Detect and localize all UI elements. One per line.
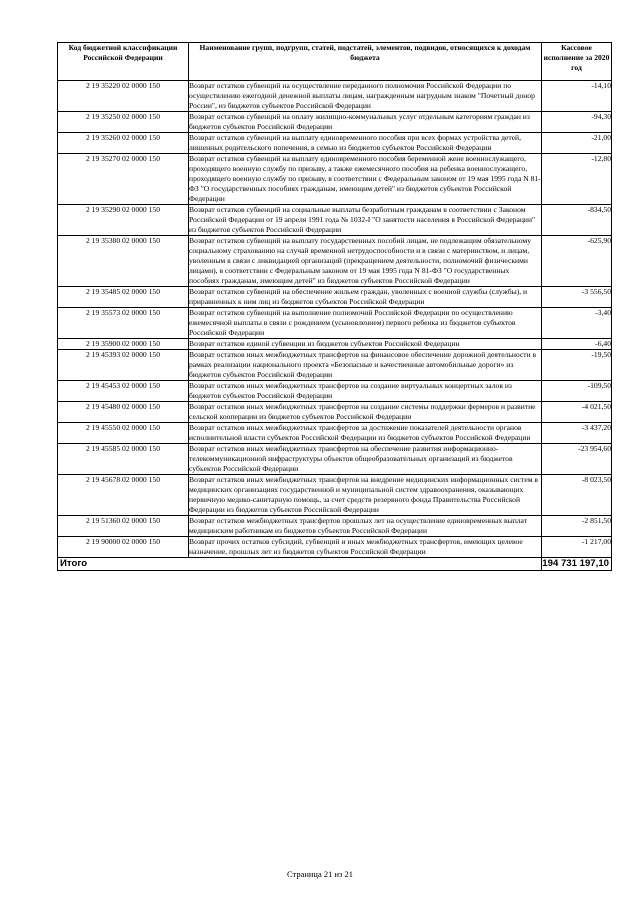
- row-code: 2 19 35485 02 0000 150: [58, 287, 189, 308]
- row-code: 2 19 35250 02 0000 150: [58, 112, 189, 133]
- table-row: [58, 423, 612, 444]
- row-amount: -19,50: [542, 350, 612, 381]
- row-code: 2 19 35573 02 0000 150: [58, 308, 189, 339]
- table-header-row: [58, 43, 612, 81]
- row-code: 2 19 35260 02 0000 150: [58, 133, 189, 154]
- total-row: [58, 558, 612, 571]
- row-name: Возврат остатков субвенций на выполнение полномочий Российской Федерации по осуществлению ежемесячной выплаты в связи с рождением (усыновлением) первого ребенка из бюджетов субъектов Российской Федерации: [189, 308, 542, 339]
- row-code: 2 19 35220 02 0000 150: [58, 81, 189, 112]
- row-code: 2 19 45453 02 0000 150: [58, 381, 189, 402]
- row-amount: -3 556,50: [542, 287, 612, 308]
- total-label: Итого: [58, 558, 542, 571]
- row-code: 2 19 45480 02 0000 150: [58, 402, 189, 423]
- table-row: [58, 350, 612, 381]
- table-row: [58, 444, 612, 475]
- table-row: [58, 475, 612, 516]
- row-code: 2 19 45393 02 0000 150: [58, 350, 189, 381]
- table-row: [58, 537, 612, 558]
- row-name: Возврат остатков единой субвенции из бюджетов субъектов Российской Федерации: [189, 339, 542, 350]
- table-row: [58, 381, 612, 402]
- table-body: [58, 81, 612, 558]
- row-name: Возврат остатков субвенций на оплату жилищно-коммунальных услуг отдельным категориям граждан из бюджетов субъектов Российской Федерации: [189, 112, 542, 133]
- row-amount: -1 217,00: [542, 537, 612, 558]
- row-name: Возврат остатков межбюджетных трансфертов прошлых лет на осуществление единовременных выплат медицинским работникам из бюджетов субъектов Российской Федерации: [189, 516, 542, 537]
- row-code: 2 19 45550 02 0000 150: [58, 423, 189, 444]
- table-row: [58, 402, 612, 423]
- row-name: Возврат остатков субвенций на выплату единовременного пособия беременной жене военнослужащего, проходящего военную службу по призыву, а также ежемесячного пособия на ребенка военнослужащего, проходящего военную службу по призыву, в соответствии с Федеральным законом от 19 мая 1995 года N 81-ФЗ "О государственных пособиях гражданам, имеющим детей" из бюджетов субъектов Российской Федерации: [189, 154, 541, 203]
- row-name: Возврат остатков субвенций на осуществление переданного полномочия Российской Федерации по осуществлению ежегодной денежной выплаты лицам, награжденным нагрудным знаком "Почетный донор России", из бюджетов субъектов Российской Федерации: [189, 81, 542, 112]
- row-amount: -3,40: [542, 308, 612, 339]
- table-row: [58, 81, 612, 112]
- row-amount: -109,50: [542, 381, 612, 402]
- row-amount: -4 021,50: [542, 402, 612, 423]
- table-row: [58, 236, 612, 287]
- row-amount: -94,30: [542, 112, 612, 133]
- row-amount: -21,00: [542, 133, 612, 154]
- row-code: 2 19 35290 02 0000 150: [58, 205, 189, 236]
- row-code: 2 19 51360 02 0000 150: [58, 516, 189, 537]
- row-amount: -6,40: [542, 339, 612, 350]
- table-row: [58, 339, 612, 350]
- row-code: 2 19 35270 02 0000 150: [58, 154, 189, 205]
- page-number: Страница 21 из 21: [286, 869, 354, 879]
- budget-revenue-table: [57, 42, 612, 571]
- table-row: [58, 112, 612, 133]
- row-code: 2 19 35900 02 0000 150: [58, 339, 189, 350]
- row-name: Возврат остатков субвенций на выплату государственных пособий лицам, не подлежащим обязательному социальному страхованию на случай временной нетрудоспособности и в связи с материнством, и лицам, уволенным в связи с ликвидацией организаций (прекращением деятельности, полномочий физическими лицами), в соответствии с Федеральным законом от 19 мая 1995 года N 81-ФЗ "О государственных пособиях гражданам, имеющим детей" из бюджетов субъектов Российской Федерации: [189, 236, 542, 287]
- table-row: [58, 308, 612, 339]
- row-name: Возврат остатков иных межбюджетных трансфертов на внедрение медицинских информационных систем в медицинских организациях государственной и муниципальной систем здравоохранения, оказывающих первичную медико-санитарную помощь, за счет средств резервного фонда Правительства Российской Федерации из бюджетов субъектов Российской Федерации: [189, 475, 542, 516]
- table-row: [58, 287, 612, 308]
- header-code: Код бюджетной классификации Российской Федерации: [58, 43, 189, 81]
- table-row: [58, 154, 612, 205]
- table-row: [58, 205, 612, 236]
- row-amount: -3 437,20: [542, 423, 612, 444]
- row-name: Возврат остатков иных межбюджетных трансфертов на финансовое обеспечение дорожной деятельности в рамках реализации национального проекта «Безопасные и качественные автомобильные дороги» из бюджетов субъектов Российской Федерации: [189, 350, 542, 381]
- row-code: 2 19 35380 02 0000 150: [58, 236, 189, 287]
- row-name: Возврат остатков субвенций на обеспечение жильем граждан, уволенных с военной службы (службы), и приравненных к ним лиц из бюджетов субъектов Российской Федерации: [189, 287, 542, 308]
- table-row: [58, 516, 612, 537]
- row-code: 2 19 45678 02 0000 150: [58, 475, 189, 516]
- row-amount: -8 023,50: [542, 475, 612, 516]
- header-amount: Кассовое исполнение за 2020 год: [542, 43, 612, 81]
- row-amount: -625,90: [542, 236, 612, 287]
- header-name: Наименование групп, подгрупп, статей, подстатей, элементов, подвидов, относящихся к доходам бюджета: [189, 43, 542, 81]
- row-code: 2 19 90000 02 0000 150: [58, 537, 189, 558]
- row-name: Возврат остатков иных межбюджетных трансфертов на обеспечение развития информационно-телекоммуникационной инфраструктуры объектов общеобразовательных организаций из бюджетов субъектов Российской Федерации: [189, 444, 542, 475]
- table-row: [58, 133, 612, 154]
- total-amount: 194 731 197,10: [542, 558, 612, 571]
- row-amount: -2 851,50: [542, 516, 612, 537]
- row-name: Возврат остатков иных межбюджетных трансфертов за достижение показателей деятельности органов исполнительной власти субъектов Российской Федерации из бюджетов субъектов Российской Федерации: [189, 423, 542, 444]
- row-code: 2 19 45585 02 0000 150: [58, 444, 189, 475]
- row-amount: -14,10: [542, 81, 612, 112]
- row-name: Возврат остатков иных межбюджетных трансфертов на создание виртуальных концертных залов из бюджетов субъектов Российской Федерации: [189, 381, 542, 402]
- row-name: Возврат остатков иных межбюджетных трансфертов на создание системы поддержки фермеров и развитие сельской кооперации из бюджетов субъектов Российской Федерации: [189, 402, 542, 423]
- row-name: Возврат остатков субвенций на социальные выплаты безработным гражданам в соответствии с Законом Российской Федерации от 19 апреля 1991 года № 1032-I "О занятости населения в Российской Федерации" из бюджетов субъектов Российской Федерации: [189, 205, 542, 236]
- row-amount: -12,80: [542, 154, 612, 205]
- row-name: Возврат остатков субвенций на выплату единовременного пособия при всех формах устройства детей, лишенных родительского попечения, в семью из бюджетов субъектов Российской Федерации: [189, 133, 542, 154]
- row-amount: -834,50: [542, 205, 612, 236]
- row-amount: -23 954,60: [542, 444, 612, 475]
- row-name: Возврат прочих остатков субсидий, субвенций и иных межбюджетных трансфертов, имеющих целевое назначение, прошлых лет из бюджетов субъектов Российской Федерации: [189, 537, 542, 558]
